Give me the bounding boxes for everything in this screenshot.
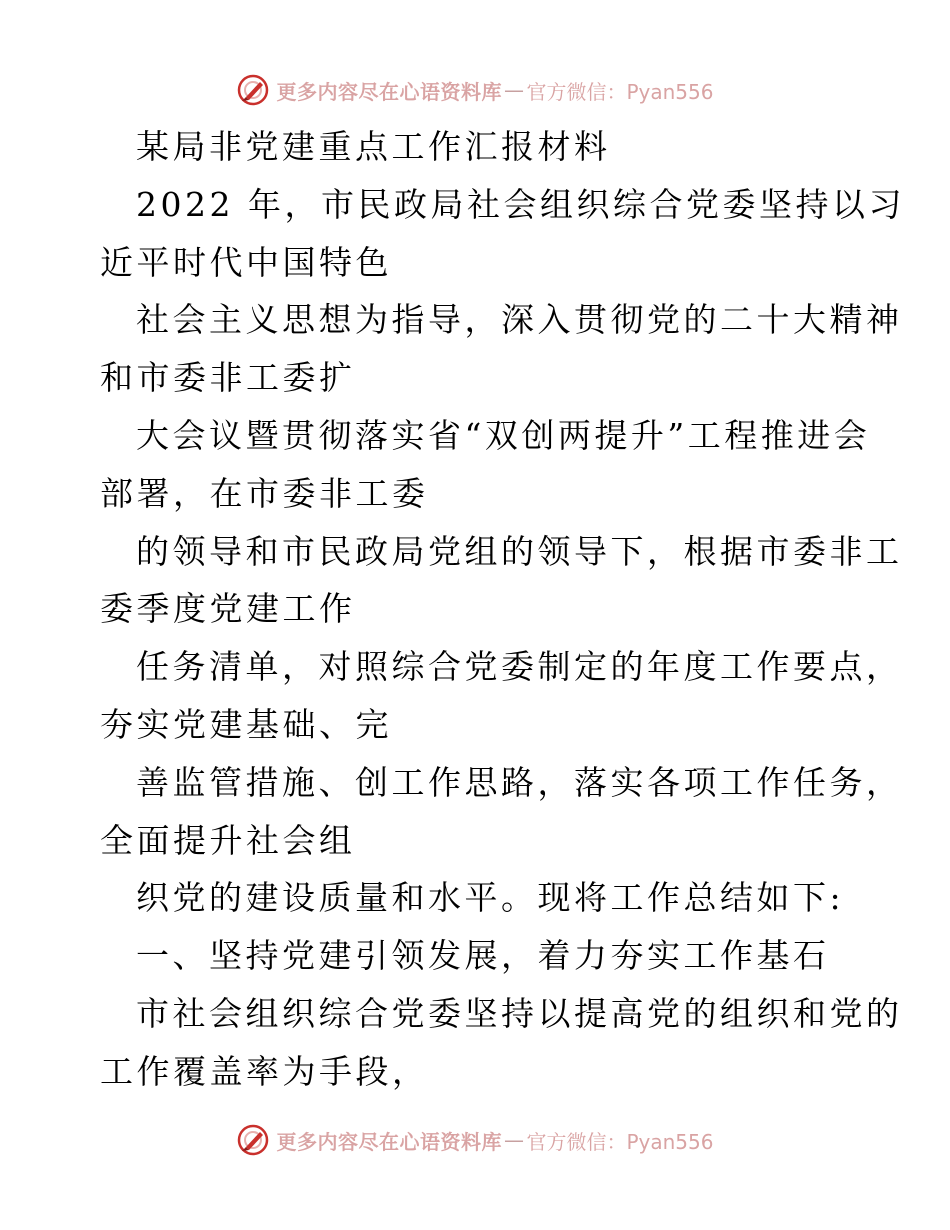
banner-wechat-text: 官方微信：Pyan556 bbox=[526, 1129, 714, 1154]
paragraph-line: 任务清单，对照综合党委制定的年度工作要点， bbox=[136, 647, 903, 687]
paragraph-line: 善监管措施、创工作思路，落实各项工作任务， bbox=[136, 762, 903, 802]
banner-separator: — bbox=[503, 78, 525, 102]
document-title: 某局非党建重点工作汇报材料 bbox=[136, 127, 611, 166]
footer-watermark-banner bbox=[0, 1120, 950, 1160]
document-body bbox=[100, 118, 905, 1101]
paragraph-line: 社会主义思想为指导，深入贯彻党的二十大精神 bbox=[136, 300, 903, 340]
paragraph-line: 部署，在市委非工委 bbox=[100, 473, 429, 513]
paragraph-line: 织党的建设质量和水平。现将工作总结如下: bbox=[136, 878, 845, 918]
paragraph-line: 工作覆盖率为手段， bbox=[100, 1051, 429, 1091]
paragraph-line: 委季度党建工作 bbox=[100, 589, 356, 629]
paragraph-line: 全面提升社会组 bbox=[100, 820, 356, 860]
brand-logo-icon bbox=[236, 73, 270, 107]
brand-logo-icon bbox=[236, 1123, 270, 1157]
paragraph-line: 夯实党建基础、完 bbox=[100, 704, 392, 744]
banner-wechat-text: 官方微信：Pyan556 bbox=[526, 79, 714, 104]
paragraph-line: 大会议暨贯彻落实省“双创两提升”工程推进会 bbox=[136, 415, 871, 455]
paragraph-line: 2022 年，市民政局社会组织综合党委坚持以习 bbox=[136, 184, 905, 224]
paragraph-line: 的领导和市民政局党组的领导下，根据市委非工 bbox=[136, 531, 903, 571]
banner-brand-text: 更多内容尽在心语资料库 bbox=[276, 79, 502, 104]
header-watermark-banner bbox=[0, 70, 950, 110]
paragraph-line: 市社会组织综合党委坚持以提高党的组织和党的 bbox=[136, 993, 903, 1033]
paragraph-line: 和市委非工委扩 bbox=[100, 358, 356, 398]
banner-brand-text: 更多内容尽在心语资料库 bbox=[276, 1129, 502, 1154]
section-heading: 一、坚持党建引领发展，着力夯实工作基石 bbox=[136, 936, 830, 976]
paragraph-line: 近平时代中国特色 bbox=[100, 242, 392, 282]
banner-separator: — bbox=[503, 1128, 525, 1152]
